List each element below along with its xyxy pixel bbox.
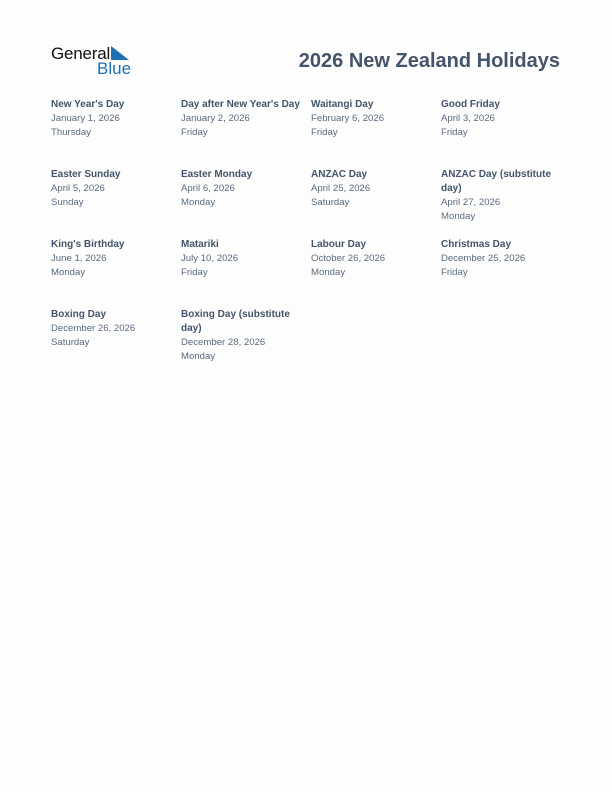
- page-title: 2026 New Zealand Holidays: [298, 50, 560, 72]
- holiday-weekday: Sunday: [51, 197, 84, 208]
- holiday-item: [311, 168, 441, 238]
- holiday-item: [441, 98, 571, 168]
- holiday-name: Waitangi Day: [311, 99, 374, 110]
- holiday-item: [181, 168, 311, 238]
- holiday-item: [181, 98, 311, 168]
- holiday-name: Boxing Day (substitute day): [181, 309, 290, 334]
- holiday-date: April 3, 2026: [441, 113, 495, 124]
- holiday-date: December 25, 2026: [441, 253, 526, 264]
- holiday-item: [51, 98, 181, 168]
- holiday-weekday: Friday: [311, 127, 338, 138]
- holiday-name: Good Friday: [441, 99, 500, 110]
- holiday-weekday: Monday: [51, 267, 86, 278]
- holiday-item: [51, 168, 181, 238]
- holiday-name: Christmas Day: [441, 239, 512, 250]
- holiday-weekday: Friday: [441, 267, 468, 278]
- holiday-date: December 26, 2026: [51, 323, 136, 334]
- holiday-name: Matariki: [181, 239, 219, 250]
- holiday-date: April 25, 2026: [311, 183, 371, 194]
- holiday-weekday: Monday: [181, 351, 216, 362]
- holiday-weekday: Saturday: [51, 337, 90, 348]
- logo-text-general: General: [51, 44, 111, 63]
- holiday-date: January 1, 2026: [51, 113, 120, 124]
- holiday-date: June 1, 2026: [51, 253, 107, 264]
- holiday-name: ANZAC Day (substitute day): [441, 169, 552, 194]
- holiday-date: July 10, 2026: [181, 253, 239, 264]
- holiday-name: Easter Sunday: [51, 169, 121, 180]
- holiday-item: [51, 308, 181, 378]
- holiday-date: February 6, 2026: [311, 113, 385, 124]
- holiday-name: ANZAC Day: [311, 169, 368, 180]
- holiday-weekday: Monday: [181, 197, 216, 208]
- logo-triangle-icon: [111, 46, 129, 60]
- holiday-weekday: Friday: [441, 127, 468, 138]
- holiday-weekday: Monday: [311, 267, 346, 278]
- holiday-item: [311, 98, 441, 168]
- holiday-date: January 2, 2026: [181, 113, 250, 124]
- holiday-item: [441, 238, 571, 308]
- holiday-name: King's Birthday: [51, 239, 125, 250]
- holiday-weekday: Monday: [441, 211, 476, 222]
- holiday-item: [181, 308, 311, 378]
- holiday-name: Boxing Day: [51, 309, 107, 320]
- holiday-date: April 6, 2026: [181, 183, 235, 194]
- holiday-item: [51, 238, 181, 308]
- holiday-weekday: Friday: [181, 267, 208, 278]
- holiday-date: April 5, 2026: [51, 183, 105, 194]
- holiday-name: New Year's Day: [51, 99, 125, 110]
- holiday-name: Day after New Year's Day: [181, 99, 300, 110]
- holiday-weekday: Saturday: [311, 197, 350, 208]
- holiday-name: Easter Monday: [181, 169, 253, 180]
- holiday-weekday: Friday: [181, 127, 208, 138]
- holiday-item: [181, 238, 311, 308]
- holiday-date: October 26, 2026: [311, 253, 386, 264]
- holiday-item: [441, 168, 571, 238]
- logo-text-blue: Blue: [97, 59, 132, 78]
- holiday-date: April 27, 2026: [441, 197, 501, 208]
- holiday-item: [311, 238, 441, 308]
- holiday-date: December 28, 2026: [181, 337, 266, 348]
- logo: [51, 44, 141, 78]
- holiday-name: Labour Day: [311, 239, 367, 250]
- holiday-grid: [51, 98, 571, 378]
- holiday-weekday: Thursday: [51, 127, 91, 138]
